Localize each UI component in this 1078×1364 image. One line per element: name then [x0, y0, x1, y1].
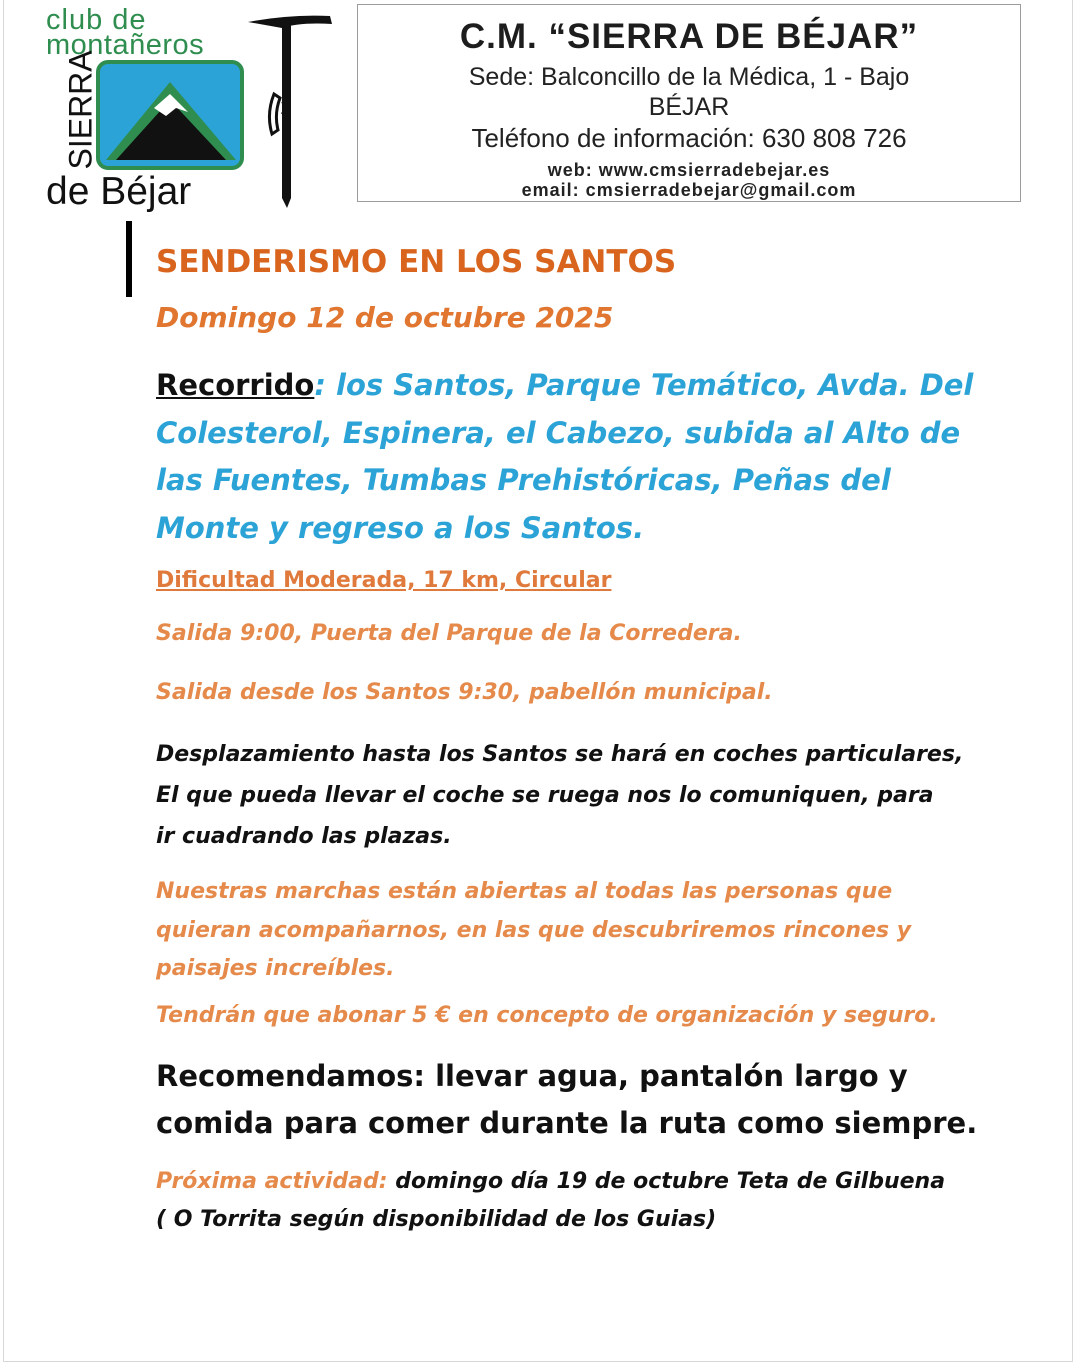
logo-text-sierra: SIERRA — [62, 50, 99, 170]
departure-main: Salida 9:00, Puerta del Parque de la Corredera. — [156, 621, 742, 646]
next-activity-note: ( O Torrita según disponibilidad de los Guias) — [156, 1207, 717, 1232]
travel-line: ir cuadrando las plazas. — [156, 824, 452, 849]
travel-line: El que pueda llevar el coche se ruega nos lo comuniquen, para — [156, 783, 934, 808]
route-line: : los Santos, Parque Temático, Avda. Del — [314, 368, 974, 402]
next-activity — [156, 1163, 945, 1239]
club-name: C.M. “SIERRA DE BÉJAR” — [459, 17, 919, 56]
logo-text-de-bejar: de Béjar — [46, 170, 192, 213]
open-line: paisajes increíbles. — [156, 956, 395, 981]
email-link[interactable]: email: cmsierradebejar@gmail.com — [521, 180, 857, 200]
web-link[interactable]: web: www.cmsierradebejar.es — [547, 160, 831, 180]
address-line: Sede: Balconcillo de la Médica, 1 - Bajo — [468, 63, 910, 91]
recommend-line: comida para comer durante la ruta como siempre. — [156, 1106, 978, 1140]
route-line: Colesterol, Espinera, el Cabezo, subida al Alto de — [156, 415, 961, 450]
route-line: Monte y regreso a los Santos. — [156, 510, 645, 545]
mountain-icon — [96, 60, 244, 170]
travel-info — [156, 734, 963, 857]
recommendations — [156, 1053, 977, 1147]
route-line: las Fuentes, Tumbas Prehistóricas, Peñas del — [156, 463, 891, 497]
text-cursor-bar — [126, 221, 132, 297]
logo-text-montaneros: montañeros — [46, 29, 205, 61]
club-logo — [44, 4, 344, 214]
logo-text-club: club de — [46, 4, 147, 36]
fee-info: Tendrán que abonar 5 € en concepto de organización y seguro. — [156, 1003, 938, 1028]
open-line: quieran acompañarnos, en las que descubriremos rincones y — [156, 917, 912, 943]
club-info-box — [357, 4, 1021, 202]
event-title: SENDERISMO EN LOS SANTOS — [156, 244, 677, 280]
next-activity-text: domingo día 19 de octubre Teta de Gilbuena — [387, 1169, 946, 1194]
departure-santos: Salida desde los Santos 9:30, pabellón municipal. — [156, 680, 773, 705]
next-activity-label: Próxima actividad: — [156, 1169, 388, 1194]
event-date: Domingo 12 de octubre 2025 — [156, 301, 614, 334]
travel-line: Desplazamiento hasta los Santos se hará en coches particulares, — [156, 742, 964, 767]
route-label: Recorrido — [156, 368, 315, 402]
difficulty-info: Dificultad Moderada, 17 km, Circular — [156, 568, 612, 593]
open-line: Nuestras marchas están abiertas al todas las personas que — [156, 879, 893, 904]
address-city: BÉJAR — [648, 93, 730, 121]
route-description — [156, 362, 973, 552]
open-invitation — [156, 873, 911, 989]
recommend-line: Recomendamos: llevar agua, pantalón largo y — [156, 1059, 908, 1093]
phone-info: Teléfono de información: 630 808 726 — [471, 123, 907, 153]
